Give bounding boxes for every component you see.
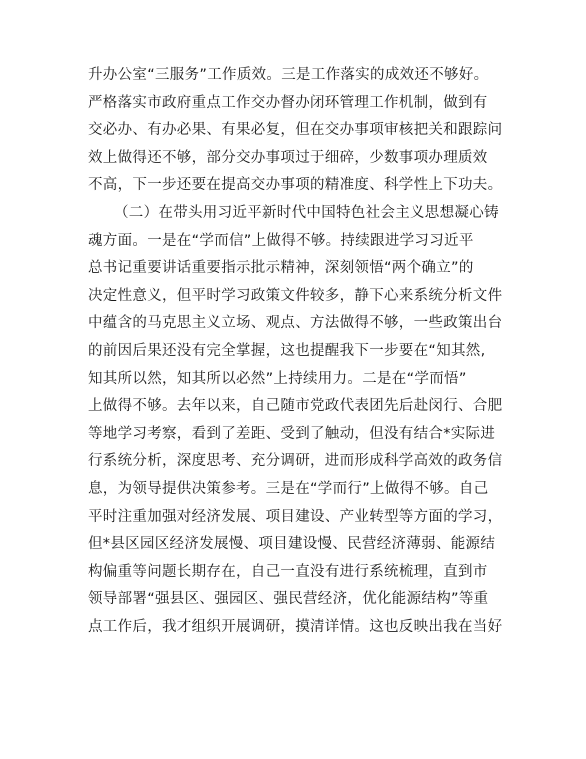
text-line: 决定性意义，但平时学习政策文件较多，静下心来系统分析文件 — [88, 287, 503, 304]
text-line: 魂方面。一是在“学而信”上做得不够。持续跟进学习习近平 — [88, 232, 474, 249]
text-line: 总书记重要讲话重要指示批示精神，深刻领悟“两个确立”的 — [88, 260, 474, 277]
text-line: 领导部署“强县区、强园区、强民营经济，优化能源结构”等重 — [88, 591, 489, 608]
text-line: 升办公室“三服务”工作质效。三是工作落实的成效还不够好。 — [88, 67, 489, 83]
text-line: 行系统分析，深度思考、充分调研，进而形成科学高效的政务信 — [88, 453, 503, 470]
text-line: 平时注重加强对经济发展、项目建设、产业转型等方面的学习， — [88, 508, 503, 525]
section-heading-line: （二）在带头用习近平新时代中国特色社会主义思想凝心铸 — [114, 204, 499, 221]
text-line: 中蕴含的马克思主义立场、观点、方法做得不够，一些政策出台 — [88, 315, 503, 332]
document-body — [88, 62, 508, 641]
text-line: 交必办、有办必果、有果必复，但在交办事项审核把关和跟踪问 — [88, 122, 503, 139]
text-line: 知其所以然，知其所以必然”上持续用力。二是在“学而悟” — [88, 370, 467, 387]
text-line: 严格落实市政府重点工作交办督办闭环管理工作机制，做到有 — [88, 94, 488, 111]
text-line: 但*县区园区经济发展慢、项目建设慢、民营经济薄弱、能源结 — [88, 536, 496, 553]
text-line: 等地学习考察，看到了差距、受到了触动，但没有结合*实际进 — [88, 425, 496, 442]
text-line: 上做得不够。去年以来，自己随市党政代表团先后赴闵行、合肥 — [88, 398, 503, 415]
text-line: 不高，下一步还要在提高交办事项的精准度、科学性上下功夫。 — [88, 177, 503, 194]
text-line: 息，为领导提供决策参考。三是在“学而行”上做得不够。自己 — [88, 480, 489, 497]
text-line: 构偏重等问题长期存在，自己一直没有进行系统梳理，直到市 — [88, 563, 488, 580]
text-line: 效上做得还不够，部分交办事项过于细碎，少数事项办理质效 — [88, 149, 488, 166]
text-line: 点工作后，我才组织开展调研，摸清详情。这也反映出我在当好 — [88, 618, 503, 635]
text-line: 的前因后果还没有完全掌握，这也提醒我下一步要在“知其然, — [88, 342, 486, 359]
